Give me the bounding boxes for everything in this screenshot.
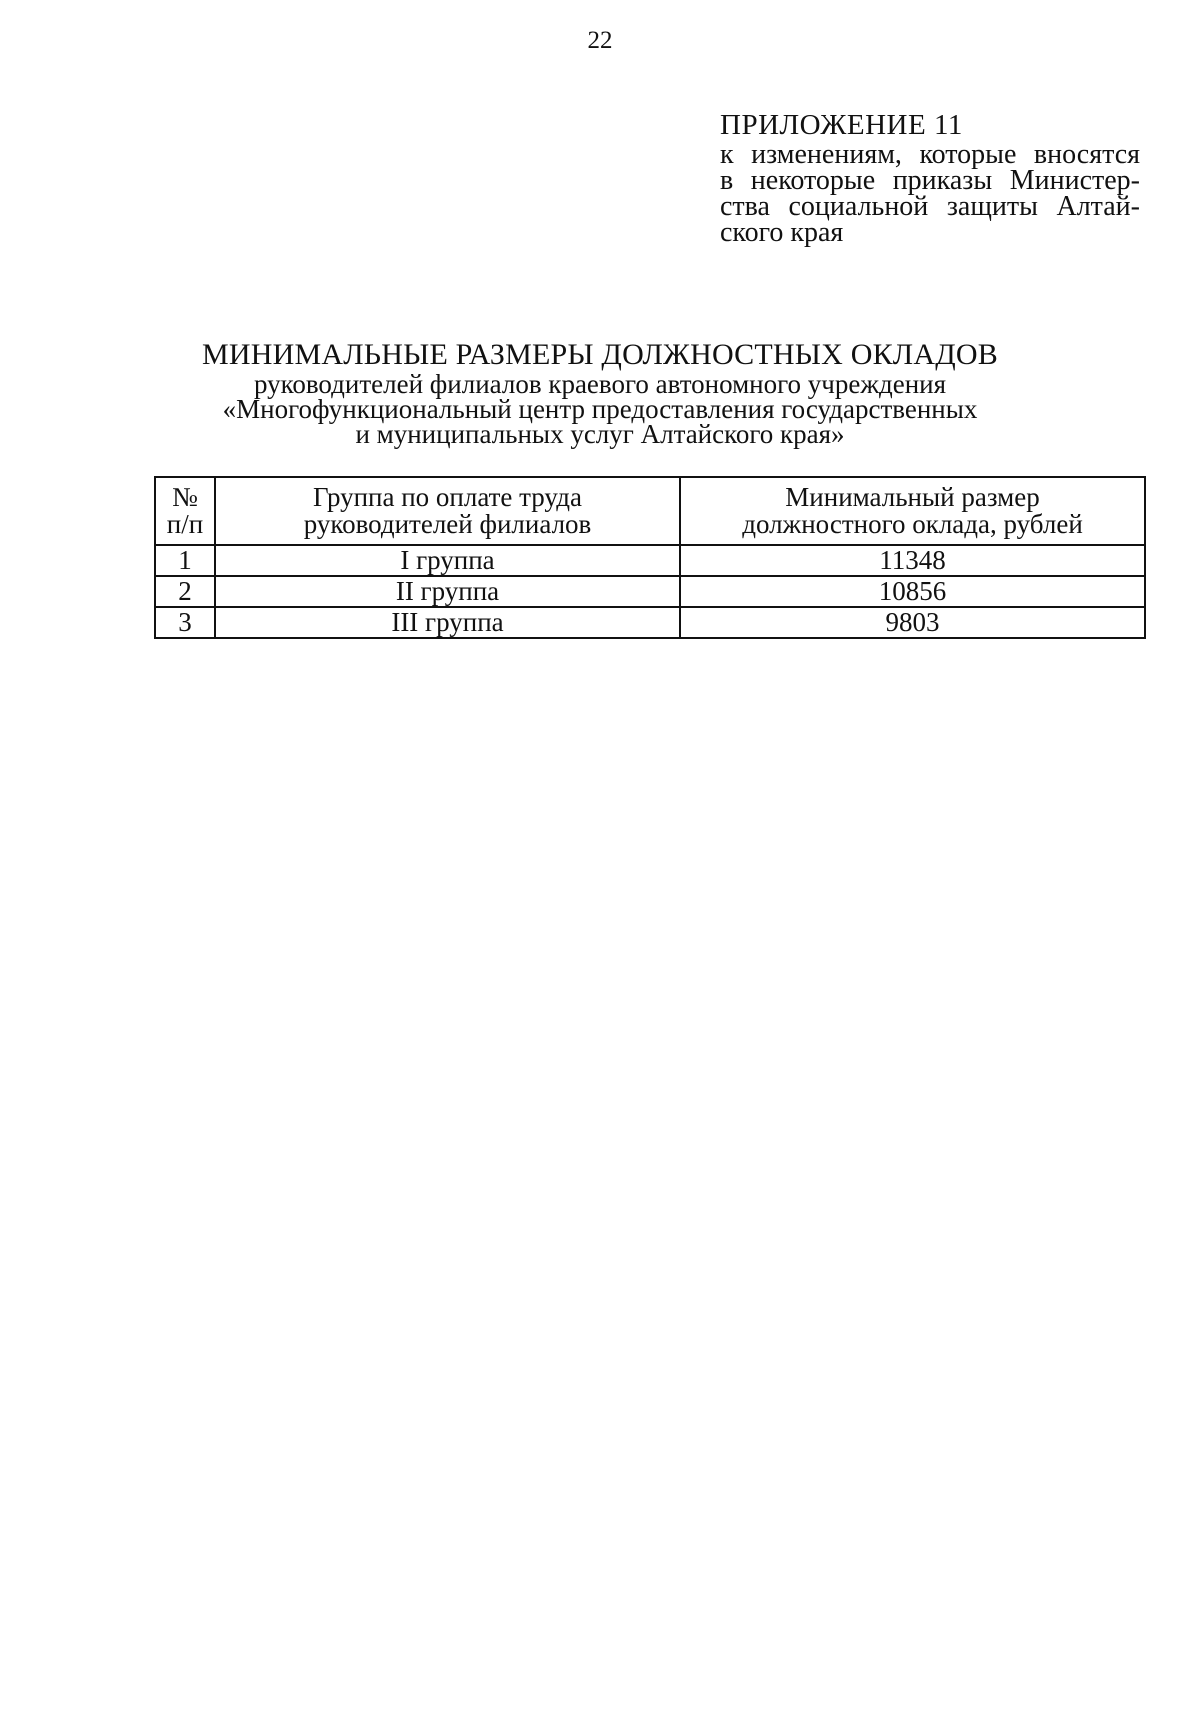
table-header-row <box>155 477 1145 545</box>
header-group: Группа по оплате труда руководителей филиалов <box>215 477 680 545</box>
cell-group: I группа <box>215 545 680 576</box>
cell-number: 2 <box>155 576 215 607</box>
document-title-main: МИНИМАЛЬНЫЕ РАЗМЕРЫ ДОЛЖНОСТНЫХ ОКЛАДОВ <box>202 338 998 371</box>
cell-salary: 9803 <box>680 607 1145 638</box>
salary-table <box>154 476 1146 639</box>
appendix-line: к изменениям, которые вносятся <box>720 139 1140 170</box>
document-title <box>0 338 1200 447</box>
header-salary: Минимальный размер должностного оклада, рублей <box>680 477 1145 545</box>
document-title-line: и муниципальных услуг Алтайского края» <box>355 419 845 449</box>
table-row <box>155 545 1145 576</box>
appendix-line: ского края <box>720 217 844 248</box>
table-row <box>155 576 1145 607</box>
document-title-line: «Многофункциональный центр предоставления государственных <box>222 394 978 424</box>
appendix-line: ства социальной защиты Алтай- <box>720 191 1140 222</box>
cell-group: III группа <box>215 607 680 638</box>
table-row <box>155 607 1145 638</box>
cell-number: 1 <box>155 545 215 576</box>
cell-salary: 10856 <box>680 576 1145 607</box>
cell-group: II группа <box>215 576 680 607</box>
appendix-title: ПРИЛОЖЕНИЕ 11 <box>720 109 963 141</box>
header-number: № п/п <box>155 477 215 545</box>
cell-number: 3 <box>155 607 215 638</box>
appendix-line: в некоторые приказы Министер- <box>720 165 1140 196</box>
cell-salary: 11348 <box>680 545 1145 576</box>
page-number: 22 <box>587 27 613 54</box>
appendix-text <box>720 139 1140 248</box>
document-title-line: руководителей филиалов краевого автономного учреждения <box>253 369 947 399</box>
appendix-block <box>720 108 1140 246</box>
